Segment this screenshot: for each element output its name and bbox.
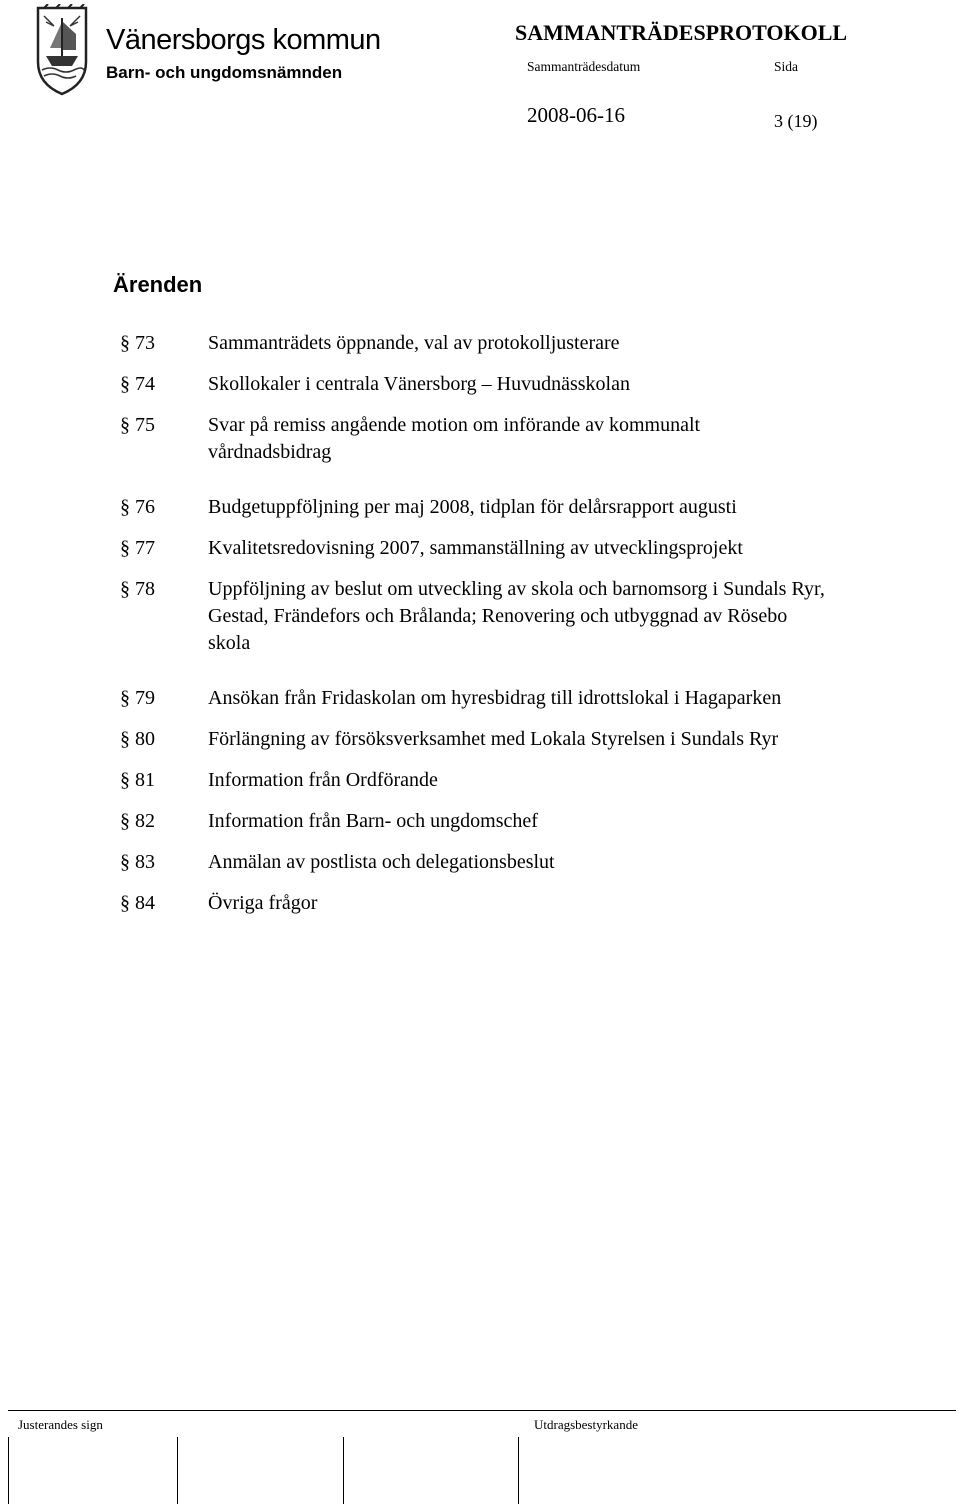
agenda-item (0, 371, 960, 398)
agenda-item-text: Förlängning av försöksverksamhet med Lokala Styrelsen i Sundals Ryr (208, 728, 779, 750)
document-title: SAMMANTRÄDESPROTOKOLL (515, 20, 848, 45)
section-heading: Ärenden (113, 272, 203, 297)
certification-label: Utdragsbestyrkande (534, 1417, 638, 1432)
meeting-date-value: 2008-06-16 (527, 103, 625, 127)
paragraph-number: § 81 (120, 769, 155, 791)
agenda-item (0, 890, 960, 917)
agenda-item-text: Skollokaler i centrala Vänersborg – Huvudnässkolan (208, 373, 630, 395)
footer-divider (8, 1410, 956, 1411)
paragraph-number: § 79 (120, 687, 155, 709)
agenda-item-text: Övriga frågor (208, 892, 318, 914)
paragraph-number: § 75 (120, 414, 155, 436)
paragraph-number: § 84 (120, 892, 155, 914)
agenda-list (0, 330, 960, 931)
paragraph-number: § 74 (120, 373, 155, 395)
agenda-item (0, 685, 960, 712)
paragraph-number: § 76 (120, 496, 155, 518)
agenda-item (0, 494, 960, 521)
page-label: Sida (774, 59, 799, 74)
paragraph-number: § 80 (120, 728, 155, 750)
paragraph-number: § 78 (120, 578, 155, 600)
paragraph-number: § 77 (120, 537, 155, 559)
agenda-item (0, 412, 960, 466)
agenda-item (0, 849, 960, 876)
agenda-item-text: Information från Barn- och ungdomschef (208, 810, 538, 832)
signature-box-divider (343, 1437, 344, 1504)
agenda-item-text: Anmälan av postlista och delegationsbeslut (208, 851, 555, 873)
agenda-item-text: Uppföljning av beslut om utveckling av skola och barnomsorg i Sundals Ryr, Gestad, Frändefors och Brålanda; Renovering och utbyggnad av Rösebo skola (208, 578, 825, 654)
agenda-item-text: Budgetuppföljning per maj 2008, tidplan för delårsrapport augusti (208, 496, 737, 518)
signature-box-divider (177, 1437, 178, 1504)
signature-box-divider (8, 1437, 9, 1504)
signature-box-divider (518, 1437, 519, 1504)
agenda-item-text: Sammanträdets öppnande, val av protokolljusterare (208, 332, 620, 354)
agenda-item (0, 767, 960, 794)
meeting-date-label: Sammanträdesdatum (527, 59, 641, 74)
agenda-item-text: Ansökan från Fridaskolan om hyresbidrag till idrottslokal i Hagaparken (208, 687, 782, 709)
agenda-item (0, 576, 960, 657)
page-number: 3 (19) (774, 111, 818, 131)
organization-unit: Barn- och ungdomsnämnden (106, 63, 343, 82)
paragraph-number: § 73 (120, 332, 155, 354)
signature-label: Justerandes sign (18, 1417, 103, 1432)
agenda-item (0, 808, 960, 835)
municipal-coat-of-arms-icon (32, 4, 92, 96)
agenda-item-text: Svar på remiss angående motion om införande av kommunalt vårdnadsbidrag (208, 414, 701, 463)
paragraph-number: § 82 (120, 810, 155, 832)
paragraph-number: § 83 (120, 851, 155, 873)
agenda-item-text: Information från Ordförande (208, 769, 438, 791)
organization-name: Vänersborgs kommun (106, 24, 381, 56)
agenda-item (0, 535, 960, 562)
agenda-item (0, 726, 960, 753)
agenda-item (0, 330, 960, 357)
agenda-item-text: Kvalitetsredovisning 2007, sammanställning av utvecklingsprojekt (208, 537, 743, 559)
